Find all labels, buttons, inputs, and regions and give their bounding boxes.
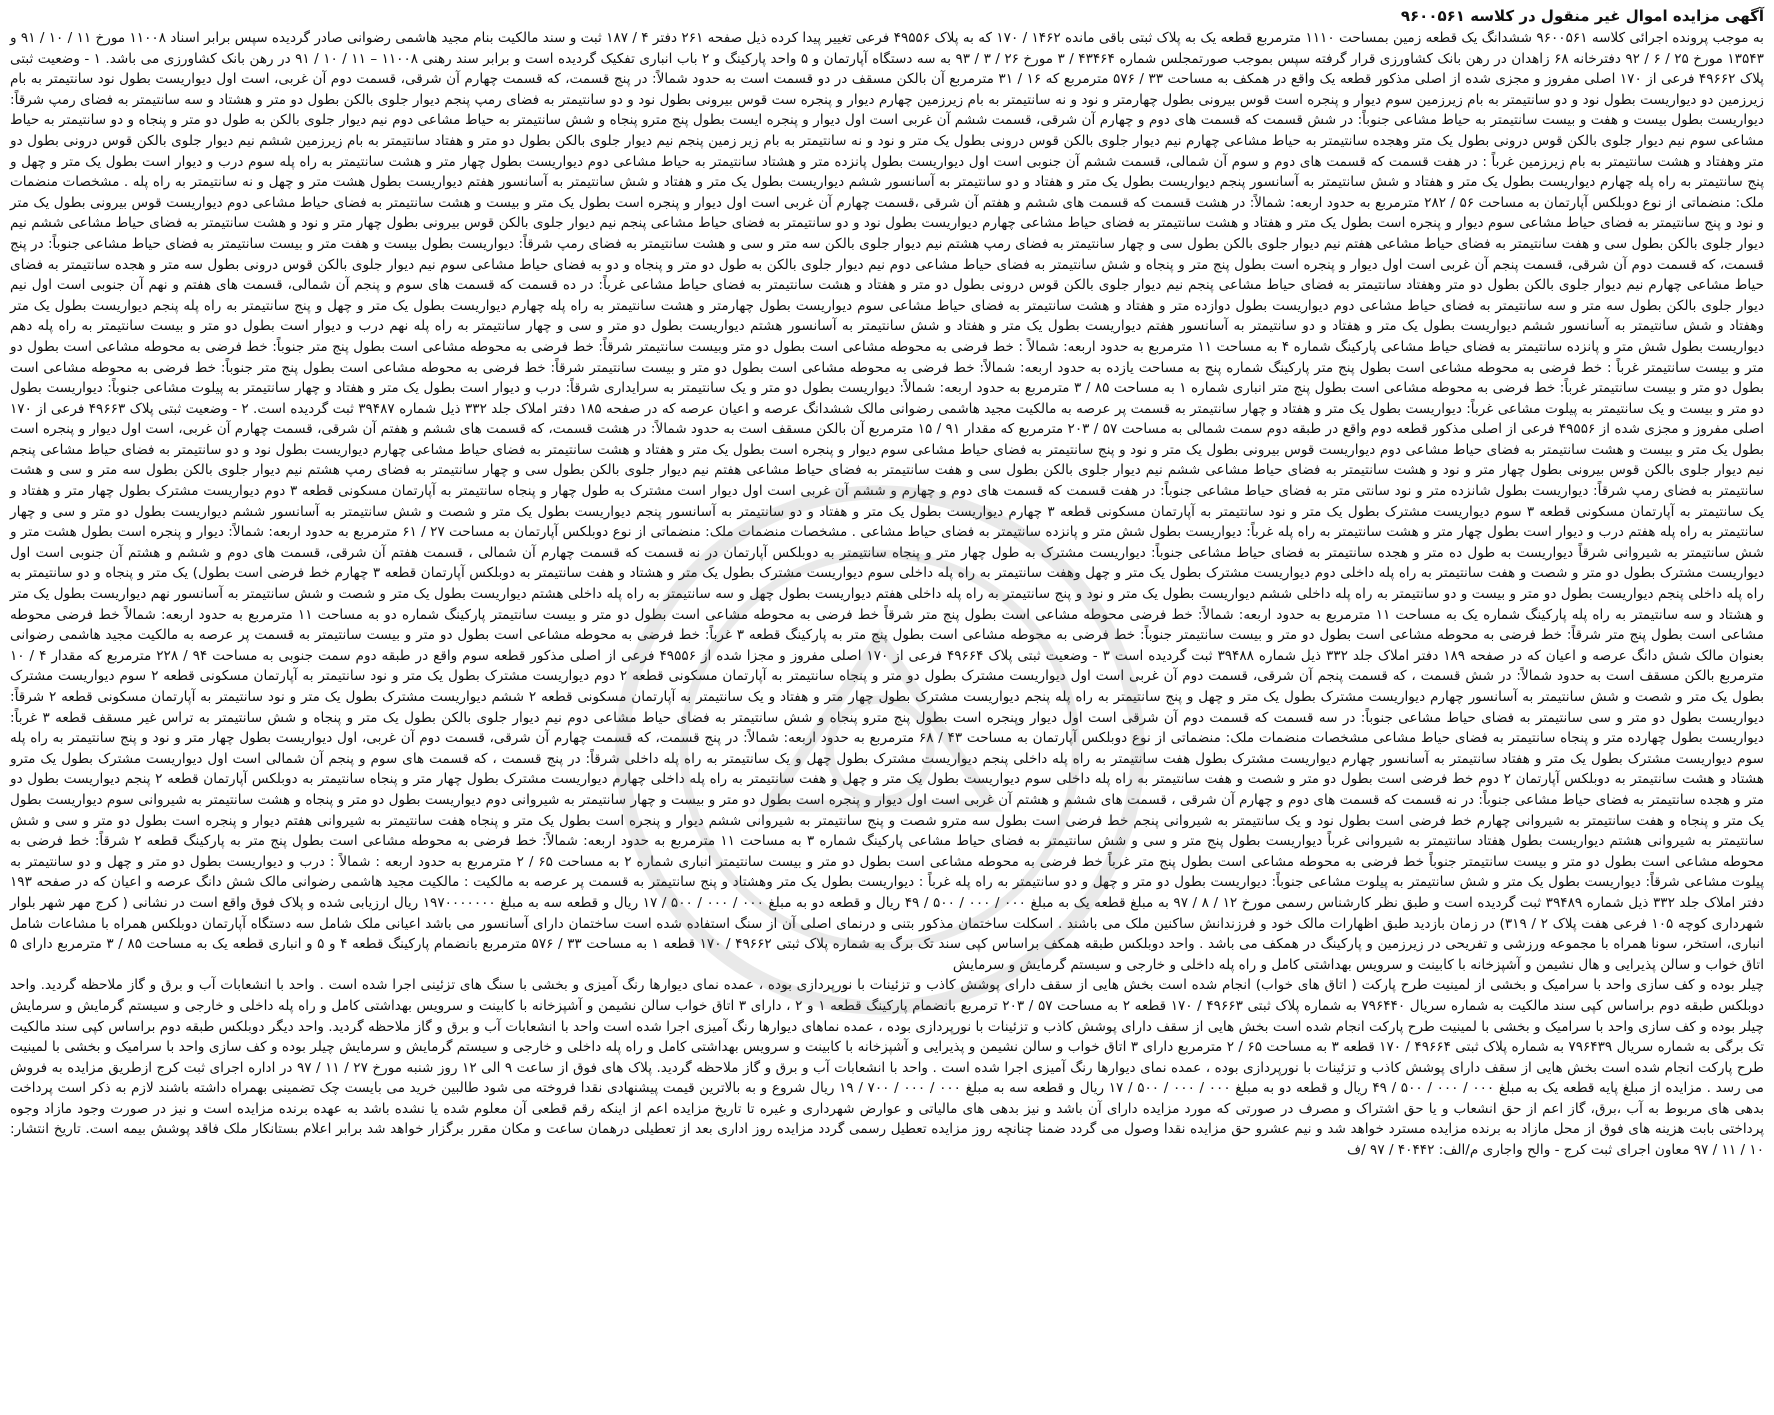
notice-paragraph-2: چیلر بوده و کف سازی واحد با سرامیک و بخشی از لمینیت طرح پارکت ( اتاق های خواب) انجام شده است بخش هایی از سقف دارای پوشش کاذب و تزئینات با نورپردازی بوده ، عمده نمای دیوارها رنگ آمیزی و بخشی با سنگ های تزئینی اجرا شده است . واحد با انشعابات آب و برق و گاز ملاحظه گردید. واحد دوبلکس طبقه دوم براساس کپی سند مالکیت به شماره سریال ۷۹۶۴۴۰ به شماره پلاک ثبتی ۴۹۶۶۳ / ۱۷۰ قطعه ۲ به مساحت ۵۷ / ۲۰۳ ترمربع بانضمام پارکینگ قطعه ۱ و ۲ ، دارای ۳ اتاق خواب سالن نشیمن و آشپزخانه با کابینت و سرویس بهداشتی کامل و راه پله داخلی و خارجی و سیستم گرمایش و سرمایش چیلر بوده و کف سازی واحد با سرامیک و بخشی با لمینیت طرح پارکت انجام شده است بخش هایی از سقف دارای پوشش کاذب و تزئینات با نورپردازی بوده ، عمده نماهای دیوارها رنگ آمیزی اجرا شده است واحد با انشعابات آب و برق و گاز ملاحظه گردید. واحد دیگر دوبلکس طبقه دوم براساس کپی سند مالکیت تک برگی به شماره سریال ۷۹۶۴۳۹ به شماره پلاک ثبتی ۴۹۶۶۴ / ۱۷۰ قطعه ۳ به مساحت ۶۵ / ۲ مترمربع دارای ۳ اتاق خواب و سالن نشیمن و پذیرایی و آشپزخانه با کابینت و سرویس بهداشتی کامل و راه پله داخلی و خارجی و سیستم گرمایش و سرمایش چیلر بوده و کف سازی واحد با سرامیک و بخشی با لمینیت طرح پارکت انجام شده است بخش هایی از سقف دارای پوشش کاذب و تزئینات با نورپردازی بوده ، عمده نمای دیوارها رنگ آمیزی اجرا شده است . واحد با انشعابات آب و برق و گاز ملاحظه گردید. پلاک های فوق از ساعت ۹ الی ۱۲ روز شنبه مورخ ۲۷ / ۱۱ / ۹۷ در اداره اجرای ثبت کرج ازطریق مزایده به فروش می رسد . مزایده از مبلغ پایه قطعه یک به مبلغ ۰۰۰ / ۰۰۰ / ۵۰۰ / ۴۹ ریال و قطعه دو به مبلغ ۰۰۰ / ۰۰۰ / ۵۰۰ / ۱۷ ریال و قطعه سه به مبلغ ۰۰۰ / ۰۰۰ / ۷۰۰ / ۱۹ ریال شروع و به بالاترین قیمت پیشنهادی نقدا فروخته می شود طالبین خرید می بایست چک تضمینی بهمراه داشته باشند لازم به ذکر است پرداخت بدهی های مربوط به آب ،برق، گاز اعم از حق انشعاب و یا حق اشتراک و مصرف در صورتی که مورد مزایده دارای آن باشد و نیز بدهی های مالیاتی و عوارض شهرداری و غیره تا تاریخ مزایده اعم از اینکه رقم قطعی آن معلوم شده یا نشده باشد به عهده برنده مزایده است و نیز در صورت وجود مازاد وجوه پرداختی بابت هزینه های فوق از محل مازاد به برنده مزایده مسترد خواهد شد و نیم عشرو حق مزایده نقدا وصول می گردد ضمنا چنانچه روز مزایده تعطیل رسمی گردد مزایده روز اداری بعد از تعطیلی درهمان ساعت و مکان مقرر برگزار خواهد شد برابر اعلام بستانکار ملک فاقد پوشش بیمه است. تاریخ انتشار: ۱۰ / ۱۱ / ۹۷ معاون اجرای ثبت کرج - والح واجاری م/الف: ۴۰۴۴۲ / ۹۷ /ف: [10, 977, 1765, 1159]
notice-title: آگهی مزایده اموال غیر منقول در کلاسه ۹۶۰۰۵۶۱: [1400, 7, 1764, 25]
notice-paragraph-1: به موجب پرونده اجرائی کلاسه ۹۶۰۰۵۶۱ ششدانگ یک قطعه زمین بمساحت ۱۱۱۰ مترمربع قطعه یک به پلاک ثبتی باقی مانده ۱۴۶۲ / ۱۷۰ که به پلاک ۴۹۵۵۶ فرعی تغییر پیدا کرده ذیل صفحه ۲۶۱ دفتر ۴ / ۱۸۷ ثبت و سند مالکیت بنام مجید هاشمی رضوانی صادر گردیده سپس برابر اسناد ۱۱۰۰۸ مورخ ۱۱ / ۱۰ / ۹۱ و ۱۳۵۴۳ مورخ ۲۵ / ۶ / ۹۲ دفترخانه ۶۸ زاهدان در رهن بانک کشاورزی قرار گرفته سپس بموجب صورتمجلس شماره ۴۳۴۶۴ / ۳ مورخ ۲۶ / ۳ / ۹۳ به سه دستگاه آپارتمان و ۵ واحد پارکینگ و ۲ باب انباری تفکیک گردیده است و برابر سند رهنی ۱۱۰۰۸ – ۱۱ / ۱۰ / ۹۱ در رهن بانک کشاورزی می باشد. ۱ - وضعیت ثبتی پلاک ۴۹۶۶۲ فرعی از ۱۷۰ اصلی مفروز و مجزی شده از اصلی مذکور قطعه یک واقع در همکف به مساحت ۳۳ / ۵۷۶ مترمربع که ۱۶ / ۳۱ مترمربع آن بالکن مسقف در دو قسمت است به حدود شمالاً: در پنج قسمت، که قسمت چهارم آن شرقی، قسمت دوم آن غربی، است اول دیواریست بطول نود سانتیمتر به بام زیرزمین دو دیواریست بطول نود و دو سانتیمتر به بام زیرزمین سوم دیوار و پنجره است قوس بیرونی بطول چهارمتر و نود و نه سانتیمتر به بام زیرزمین چهارم دیوار و پنجره ست قوس بیرونی بطول نود و دو سانتیمتر به فضای رمپ پنجم دیوار جلوی بالکن بطول دو متر و هشتاد و سه سانتیمتر به فضای رمپ شرقاً: دیواریست بطول بیست و هفت و بیست سانتیمتر به حیاط مشاعی جنوباً: در شش قسمت که قسمت های دوم و چهارم آن شرقی، قسمت ششم آن غربی است اول دیوار و پنجره ایست بطول پنج مترو پنجاه و شش سانتیمتر به حیاط مشاعی دوم نیم دیوار جلوی بالکن به طول دو متر و پنجاه و دو سانتیمتر به حیاط مشاعی سوم نیم دیوار جلوی بالکن قوس درونی بطول یک متر وهجده سانتیمتر به حیاط مشاعی چهارم نیم دیوار جلوی بالکن قوس درونی بطول یک متر و نود و نه سانتیمتر به بام زیر زمین پنجم نیم دیوار جلوی بالکن بطول دو متر و هفتاد سانتیمتر به بام زیرزمین ششم نیم دیوار جلوی بالکن قوس درونی بطول دو متر وهفتاد و هشت سانتیمتر به بام زیرزمین غرباً : در هفت قسمت که قسمت های دوم و سوم آن شمالی، قسمت ششم آن جنوبی است اول دیواریست بطول پانزده متر و هشتاد سانتیمتر به حیاط مشاعی دوم دیواریست بطول چهار متر و هشت سانتیمتر به راه پله سوم درب و دیوار است بطول یک متر و چهل و پنج سانتیمتر به راه پله چهارم دیواریست بطول یک متر و هفتاد و شش سانتیمتر به آسانسور پنجم دیواریست بطول یک متر و هفتاد و دو سانتیمتر به آسانسور ششم دیواریست بطول یک متر و هفتاد و شش سانتیمتر به آسانسور هفتم دیواریست بطول هشت متر و چهل و نه سانتیمتر به راه پله . مشخصات منضمات ملک: منضماتی از نوع دوبلکس آپارتمان به مساحت ۵۶ / ۲۸۲ مترمربع به حدود اربعه: شمالاً: در هشت قسمت که قسمت های ششم و هفتم آن شرقی ،قسمت چهارم آن غربی است اول دیوار و پنجره است بطول یک متر و بیست و هشت سانتیمتر به فضای حیاط مشاعی دوم دیواریست قوس بیرونی بطول یک متر و نود و پنج سانتیمتر به فضای حیاط مشاعی سوم دیوار و پنجره است بطول یک متر و هفتاد و هشت سانتیمتر به فضای حیاط مشاعی چهارم دیواریست بطول نود و دو سانتیمتر به فضای حیاط مشاعی پنجم نیم دیوار جلوی بالکن قوس بیرونی بطول چهار متر و نود و هشت سانتیمتر به فضای حیاط مشاعی ششم نیم دیوار جلوی بالکن بطول سی و هفت سانتیمتر به فضای حیاط مشاعی هفتم نیم دیوار جلوی بالکن بطول سی و چهار سانتیمتر به فضای رمپ هشتم نیم دیوار جلوی بالکن سه متر و سی و هشت سانتیمتر به فضای رمپ شرقاً: دیواریست بطول بیست و هفت متر و بیست سانتیمتر به فضای حیاط مشاعی جنوباً: در پنج قسمت، که قسمت دوم آن شرقی، قسمت پنجم آن غربی است اول دیوار و پنجره است بطول پنج متر و پنجاه و شش سانتیمتر به فضای حیاط مشاعی دوم نیم دیوار جلوی بالکن به طول دو متر و پنجاه و دو به فضای حیاط مشاعی سوم نیم دیوار جلوی بالکن قوس درونی بطول سه متر و هجده سانتیمتر به فضای حیاط مشاعی چهارم نیم دیوار جلوی بالکن بطول دو متر وهفتاد سانتیمتر به فضای حیاط مشاعی پنجم نیم دیوار جلوی بالکن قوس درونی بطول دو متر و هفتاد و هشت سانتیمتر به فضای حیاط مشاعی غرباً: در ده قسمت که قسمت های سوم و پنجم آن شمالی، قسمت های هفتم و نهم آن جنوبی است اول نیم دیوار جلوی بالکن بطول سه متر و سه سانتیمتر به فضای حیاط مشاعی دوم دیواریست بطول دوازده متر و هفتاد و هشت سانتیمتر به فضای حیاط مشاعی سوم دیواریست بطول چهارمتر و هشت سانتیمتر به راه پله چهارم دیواریست بطول یک متر و چهل و پنج سانتیمتر به راه پله پنجم دیواریست بطول یک متر وهفتاد و شش سانتیمتر به آسانسور ششم دیواریست بطول یک متر و هفتاد و دو سانتیمتر به آسانسور هفتم دیواریست بطول یک متر و هفتاد و شش سانتیمتر به آسانسور هشتم دیواریست بطول دو متر و سی و چهار سانتیمتر به راه پله نهم درب و دیوار است بطول دو متر و بیست سانتیمتر به راه پله دهم دیواریست بطول شش متر و پانزده سانتیمتر به فضای حیاط مشاعی پارکینگ شماره ۴ به مساحت ۱۱ مترمربع به حدود اربعه: شمالاً : خط فرضی به محوطه مشاعی است بطول دو متر وبیست سانتیمتر شرقاً: خط فرضی به محوطه مشاعی است بطول پنج متر جنوباً: خط فرضی به محوطه مشاعی است بطول دو متر و بیست سانتیمتر غرباً : خط فرضی به محوطه مشاعی است بطول پنج متر پارکینگ شماره پنج به مساحت یازده به حدود اربعه: شمالاً: خط فرضی به محوطه مشاعی است بطول دو متر و بیست سانتیمتر شرقاً: خط فرضی به محوطه مشاعی است بطول پنج متر جنوباً: خط فرضی به محوطه مشاعی است بطول دو متر و بیست سانتیمتر غرباً: خط فرضی به محوطه مشاعی است بطول پنج متر انباری شماره ۱ به مساحت ۸۵ / ۳ مترمربع به حدود اربعه: شمالاً: دیواریست بطول دو متر و یک سانتیمتر به سرایداری شرقاً: درب و دیوار است بطول یک متر و هفتاد و چهار سانتیمتر به پیلوت مشاعی جنوباً: دیواریست بطول دو متر و بیست و یک سانتیمتر به پیلوت مشاعی غرباً: دیواریست بطول یک متر و هفتاد و چهار سانتیمتر به قسمت پر عرصه به مالکیت مجید هاشمی رضوانی مالک ششدانگ عرصه و اعیان عرصه که در صفحه ۱۸۵ دفتر املاک جلد ۳۳۲ ذیل شماره ۳۹۴۸۷ ثبت گردیده است. ۲ - وضعیت ثبتی پلاک ۴۹۶۶۳ فرعی از ۱۷۰ اصلی مفروز و مجزی شده از ۴۹۵۵۶ فرعی از اصلی مذکور قطعه دوم واقع در طبقه دوم سمت شمالی به مساحت ۵۷ / ۲۰۳ مترمربع که مقدار ۹۱ / ۱۵ مترمربع آن بالکن مسقف است به حدود شمالاً: در هشت قسمت، که قسمت های ششم و هفتم آن شرقی، قسمت چهارم آن غربی، است اول دیوار و پنجره است بطول یک متر و بیست و هشت سانتیمتر به فضای حیاط مشاعی دوم دیواریست قوس بیرونی بطول یک متر و نود و پنج سانتیمتر به فضای حیاط مشاعی سوم دیوار و پنجره است بطول یک متر و هفتاد و هشت سانتیمتر به فضای حیاط مشاعی چهارم دیواریست بطول نود و دو سانتیمتر به فضای حیاط مشاعی پنجم نیم دیوار جلوی بالکن قوس بیرونی بطول چهار متر و نود و هشت سانتیمتر به فضای حیاط مشاعی ششم نیم دیوار جلوی بالکن بطول سی و هفت سانتیمتر به فضای حیاط مشاعی هفتم نیم دیوار جلوی بالکن بطول سی و چهار سانتیمتر به فضای رمپ هشتم نیم دیوار جلوی بالکن بطول سه متر و سی و هشت سانتیمتر به فضای رمپ شرقاً: دیواریست بطول شانزده متر و نود سانتی متر به فضای حیاط مشاعی جنوباً: در هفت قسمت که قسمت های دوم و چهارم و ششم آن غربی است اول دیوار است مشترک به طول چهار و پنجاه سانتیمتر به آپارتمان مسکونی قطعه ۳ دوم دیواریست مشترک بطول چهار متر و هفتاد و یک سانتیمتر به آپارتمان مسکونی قطعه ۳ سوم دیواریست مشترک بطول یک متر و نود سانتیمتر به آپارتمان مسکونی قطعه ۳ چهارم دیواریست بطول یک متر و هفتاد و دو سانتیمتر به آسانسور پنجم دیواریست بطول یک متر و شصت و شش سانتیمتر به آسانسور ششم دیواریست بطول دو متر و سی و چهار سانتیمتر به راه پله هفتم درب و دیوار است بطول چهار متر و هشت سانتیمتر به راه پله غرباً: دیواریست بطول شش متر و پانزده سانتیمتر به فضای حیاط مشاعی . مشخصات منضمات ملک: منضماتی از نوع دوبلکس آپارتمان به مساحت ۲۷ / ۶۱ مترمربع به حدود اربعه: شمالاً: دیوار و پنجره است بطول هشت متر و شش سانتیمتر به شیروانی شرقاً دیواریست به طول ده متر و هجده سانتیمتر به فضای حیاط مشاعی جنوباً: دیواریست مشترک به طول چهار متر و پنجاه سانتیمتر به دوبلکس آپارتمان در نه قسمت که قسمت چهارم آن شمالی ، قسمت هفتم آن شرقی، قسمت های دوم و ششم و هشتم آن جنوبی است اول دیواریست مشترک بطول دو متر و شصت و هفت سانتیمتر به راه پله داخلی دوم دیواریست مشترک بطول یک متر و چهل وهفت سانتیمتر به راه پله داخلی سوم دیواریست مشترک بطول یک متر و هشتاد و هفت سانتیمتر به دوبلکس آپارتمان قطعه ۳ چهارم خط فرضی است بطول) یک متر و پنجاه و دو سانتیمتر به راه پله داخلی پنجم دیواریست بطول دو متر و بیست و دو سانتیمتر به راه پله داخلی ششم دیواریست بطول یک متر و نود و پنج سانتیمتر به راه پله داخلی هفتم دیواریست بطول چهل و سه سانتیمتر به راه پله داخلی هشتم دیواریست بطول یک متر و شصت و شش سانتیمتر به آسانسور نهم دیواریست بطول یک متر و هشتاد و سه سانتیمتر به راه پله پارکینگ شماره یک به مساحت ۱۱ مترمربع به حدود اربعه: شمالاً: خط فرضی محوطه مشاعی است بطول پنج متر شرقاً خط فرضی به محوطه مشاعی است بطول دو متر و بیست سانتیمتر پارکینگ شماره دو به مساحت ۱۱ مترمربع به حدود اربعه: شمالاً خط فرضی محوطه مشاعی است بطول پنج متر شرقاً: خط فرضی به محوطه مشاعی است بطول دو متر و بیست سانتیمتر جنوباً: خط فرضی به محوطه مشاعی است بطول پنج متر به پارکینگ قطعه ۳ غرباً: خط فرضی به محوطه مشاعی است بطول دو متر و بیست سانتیمتر به قسمت پر عرصه به مالکیت مجید هاشمی رضوانی بعنوان مالک شش دانگ عرصه و اعیان که در صفحه ۱۸۹ دفتر املاک جلد ۳۳۲ ذیل شماره ۳۹۴۸۸ ثبت گردیده است ۳ - وضعیت ثبتی پلاک ۴۹۶۶۴ فرعی از ۱۷۰ اصلی مفروز و مجزا شده از ۴۹۵۵۶ فرعی از اصلی مذکور قطعه سوم واقع در طبقه دوم سمت جنوبی به مساحت ۹۴ / ۲۲۸ مترمربع که مقدار ۴ / ۱۰ مترمربع بالکن مسقف است به حدود شمالاً: در شش قسمت ، که قسمت پنجم آن شرقی، قسمت دوم آن غربی است اول دیواریست مشترک بطول دو متر و پنجاه سانتیمتر به آپارتمان مسکونی قطعه ۲ دوم دیواریست مشترک بطول یک متر و نود سانتیمتر به آپارتمان مسکونی قطعه ۲ سوم دیواریست مشترک بطول یک متر و شصت و شش سانتیمتر به آسانسور چهارم دیواریست مشترک بطول یک متر و چهل و پنج سانتیمتر به راه پله پنجم دیواریست مشترک بطول چهار متر و هفتاد و یک سانتیمتر به آپارتمان مسکونی قطعه ۲ ششم دیواریست مشترک بطول یک متر و نود سانتیمتر به آپارتمان مسکونی قطعه ۲ شرقاً: دیواریست بطول دو متر و سی سانتیمتر به فضای حیاط مشاعی جنوباً: در سه قسمت که قسمت دوم آن شرقی است اول دیوار وپنجره است بطول پنج مترو پنجاه و شش سانتیمتر به فضای حیاط مشاعی دوم نیم دیوار جلوی بالکن بطول یک متر و پنجاه و شش سانتیمتر به تراس غیر مسقف قطعه ۳ غرباً: دیواریست بطول چهارده متر و پنجاه سانتیمتر به فضای حیاط مشاعی مشخصات منضمات ملک: منضماتی از نوع دوبلکس آپارتمان به مساحت ۴۳ / ۶۸ مترمربع به حدود اربعه: شمالاً: در پنج قسمت، که قسمت چهارم آن شرقی، قسمت دوم آن غربی، اول دیواریست بطول چهار متر و نود و پنج سانتیمتر به راه پله سوم دیواریست مشترک بطول یک متر و هفتاد سانتیمتر به آسانسور چهارم دیواریست مشترک بطول هفت سانتیمتر به راه پله داخلی پنجم دیواریست مشترک بطول چهل و یک سانتیمتر به راه پله داخلی شرقاً: در پنج قسمت ، که قسمت های سوم و پنجم آن شمالی است اول دیواریست مشترک بطول یک مترو هشتاد و هشت سانتیمتر به دوبلکس آپارتمان ۲ دوم خط فرضی است بطول دو متر و شصت و هفت سانتیمتر به راه پله داخلی سوم دیواریست بطول یک متر و چهل و هفت سانتیمتر به راه پله داخلی چهارم دیواریست مشترک بطول چهار متر و پنجاه سانتیمتر به دوبلکس آپارتمان قطعه ۲ پنجم دیواریست بطول دو متر و هجده سانتیمتر به فضای حیاط مشاعی جنوباً: در نه قسمت که قسمت های دوم و چهارم آن شرقی ، قسمت های ششم و هشتم آن غربی است اول دیوار و پنجره است بطول دو متر و بیست و چهار سانتیمتر به شیروانی دوم دیواریست بطول دو متر و پنجاه و هشت سانتیمتر به شیروانی سوم دیواریست بطول یک متر و پنجاه و هفت سانتیمتر به شیروانی چهارم خط فرضی است بطول نود و یک سانتیمتر به شیروانی پنجم خط فرضی است بطول سه مترو شصت و پنج سانتیمتر به شیروانی ششم دیوار و پنجره است بطول یک متر و پنجاه هفت سانتیمتر به شیروانی هفتم دیوار و پنجره است بطول دو متر و سی و شش سانتیمتر به شیروانی هشتم دیواریست بطول هفتاد سانتیمتر به شیروانی غرباً دیواریست بطول پنج متر و سی و شش سانتیمتر به فضای حیاط مشاعی پارکینگ شماره ۳ به مساحت ۱۱ مترمربع به حدود اربعه: شمالاً: خط فرضی به محوطه مشاعی است بطول پنج متر به پارکینگ قطعه ۲ شرقاً: خط فرضی به محوطه مشاعی است بطول دو متر و بیست سانتیمتر جنوباً خط فرضی به محوطه مشاعی است بطول پنج متر غرباً خط فرضی به محوطه مشاعی است بطول دو متر و بیست سانتیمتر انباری شماره ۲ به مساحت ۶۵ / ۲ مترمربع به حدود اربعه : شمالاً : درب و دیواریست بطول دو متر و چهل و دو سانتیمتر به پیلوت مشاعی شرقاً: دیواریست بطول یک متر و شش سانتیمتر به پیلوت مشاعی جنوباً: دیواریست بطول دو متر و چهل و دو سانتیمتر به راه پله غرباً : دیواریست بطول یک متر وهشتاد و پنج سانتیمتر به قسمت پر عرصه به مالکیت : مالکیت مجید هاشمی رضوانی مالک شش دانگ عرصه و اعیان که در صفحه ۱۹۳ دفتر املاک جلد ۳۳۲ ذیل شماره ۳۹۴۸۹ ثبت گردیده است و طبق نظر کارشناس رسمی مورخ ۱۲ / ۸ / ۹۷ به مبلغ قطعه یک به مبلغ ۰۰۰ / ۰۰۰ / ۵۰۰ / ۴۹ ریال و قطعه دو به مبلغ ۰۰۰ / ۰۰۰ / ۵۰۰ / ۱۷ ریال و قطعه سه به مبلغ ۱۹۷۰۰۰۰۰۰۰ ریال ارزیابی شده و پلاک فوق واقع است در نشانی ( کرج مهر شهر بلوار شهرداری کوچه ۱۰۵ فرعی هفت پلاک ۲ / ۳۱۹) در زمان بازدید طبق اظهارات مالک خود و فرزندانش ساکنین ملک می باشند . اسکلت ساختمان مذکور بتنی و درنمای اصلی آن از سنگ استفاده شده است ساختمان دارای آسانسور می باشد اعیانی ملک شامل سه دستگاه آپارتمان دوبلکس همراه با مشاعات شامل انباری، استخر، سونا همراه با مجموعه ورزشی و تفریحی در زیرزمین و پارکینگ در همکف می باشد . واحد دوبلکس طبقه همکف براساس کپی سند تک برگ به شماره پلاک ثبتی ۴۹۶۶۲ / ۱۷۰ قطعه ۱ به مساحت ۳۳ / ۵۷۶ مترمربع بانضمام پارکینگ قطعه ۴ و ۵ و انباری قطعه یک به مساحت ۸۵ / ۳ مترمربع دارای ۵ اتاق خواب و سالن پذیرایی و هال نشیمن و آشپزخانه با کابینت و سرویس بهداشتی کامل و راه پله داخلی و خارجی و سیستم گرمایش و سرمایش: [10, 30, 1765, 973]
notice-body: [10, 28, 1764, 1161]
